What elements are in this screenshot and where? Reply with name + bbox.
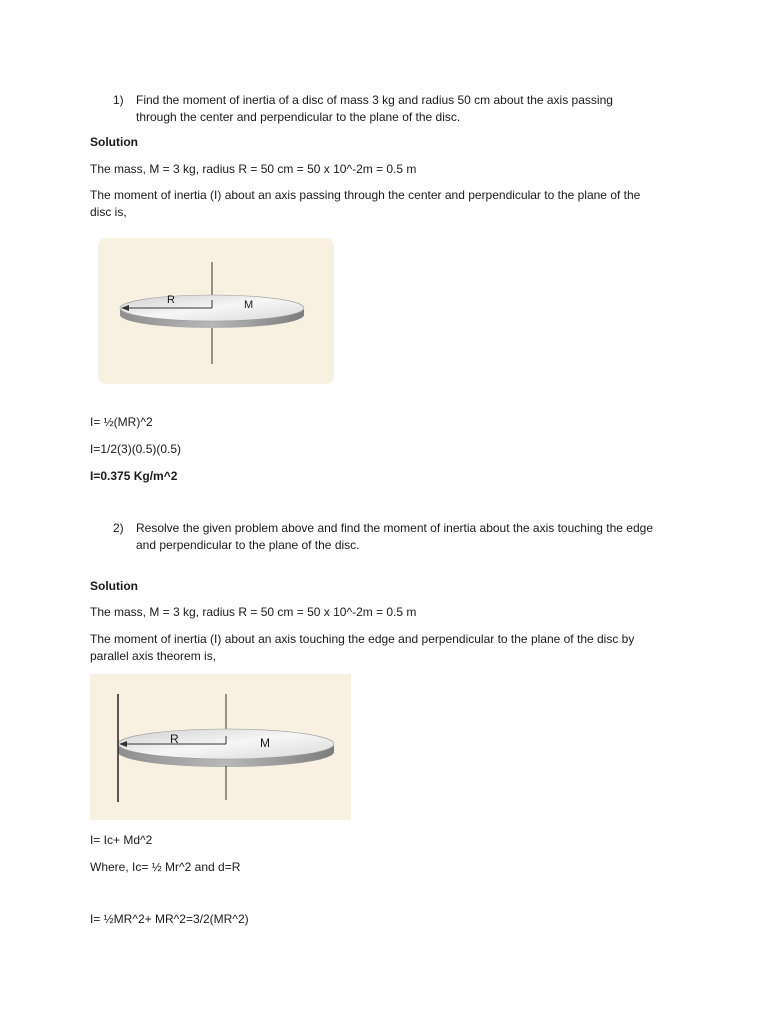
q2-figure-mass-label: M — [260, 736, 270, 750]
q1-question-line2: through the center and perpendicular to the plane of the disc. — [136, 110, 461, 124]
q1-result: I=0.375 Kg/m^2 — [90, 469, 178, 483]
q2-intro-line1: The moment of inertia (I) about an axis touching the edge and perpendicular to the plane of the disc by — [90, 632, 635, 646]
q1-given-values: The mass, M = 3 kg, radius R = 50 cm = 50 x 10^-2m = 0.5 m — [90, 162, 417, 176]
q2-equation-definitions: Where, Ic= ½ Mr^2 and d=R — [90, 860, 241, 874]
q1-figure-mass-label: M — [244, 299, 254, 311]
q1-intro-line2: disc is, — [90, 205, 127, 219]
q2-equation-theorem: I= Ic+ Md^2 — [90, 833, 153, 847]
q1-question-line1: Find the moment of inertia of a disc of mass 3 kg and radius 50 cm about the axis passing — [136, 93, 613, 107]
q2-intro-line2: parallel axis theorem is, — [90, 649, 217, 663]
q2-given-values: The mass, M = 3 kg, radius R = 50 cm = 50 x 10^-2m = 0.5 m — [90, 605, 417, 619]
disc-center-axis-figure — [98, 238, 334, 384]
q1-number: 1) — [113, 93, 124, 107]
q1-equation-substitution: I=1/2(3)(0.5)(0.5) — [90, 442, 182, 456]
q2-equation-result: I= ½MR^2+ MR^2=3/2(MR^2) — [90, 912, 249, 926]
q2-question-line2: and perpendicular to the plane of the disc. — [136, 538, 360, 552]
q2-number: 2) — [113, 521, 124, 535]
disc-edge-axis-figure — [90, 674, 351, 820]
q2-solution-heading: Solution — [90, 579, 138, 593]
q1-equation-formula: I= ½(MR)^2 — [90, 415, 153, 429]
q2-question-line1: Resolve the given problem above and find the moment of inertia about the axis touching the edge — [136, 521, 654, 535]
q2-figure-radius-label: R — [170, 732, 179, 746]
q1-intro-line1: The moment of inertia (I) about an axis passing through the center and perpendicular to the plane of the — [90, 188, 641, 202]
q1-solution-heading: Solution — [90, 135, 138, 149]
q1-figure-radius-label: R — [167, 294, 175, 306]
